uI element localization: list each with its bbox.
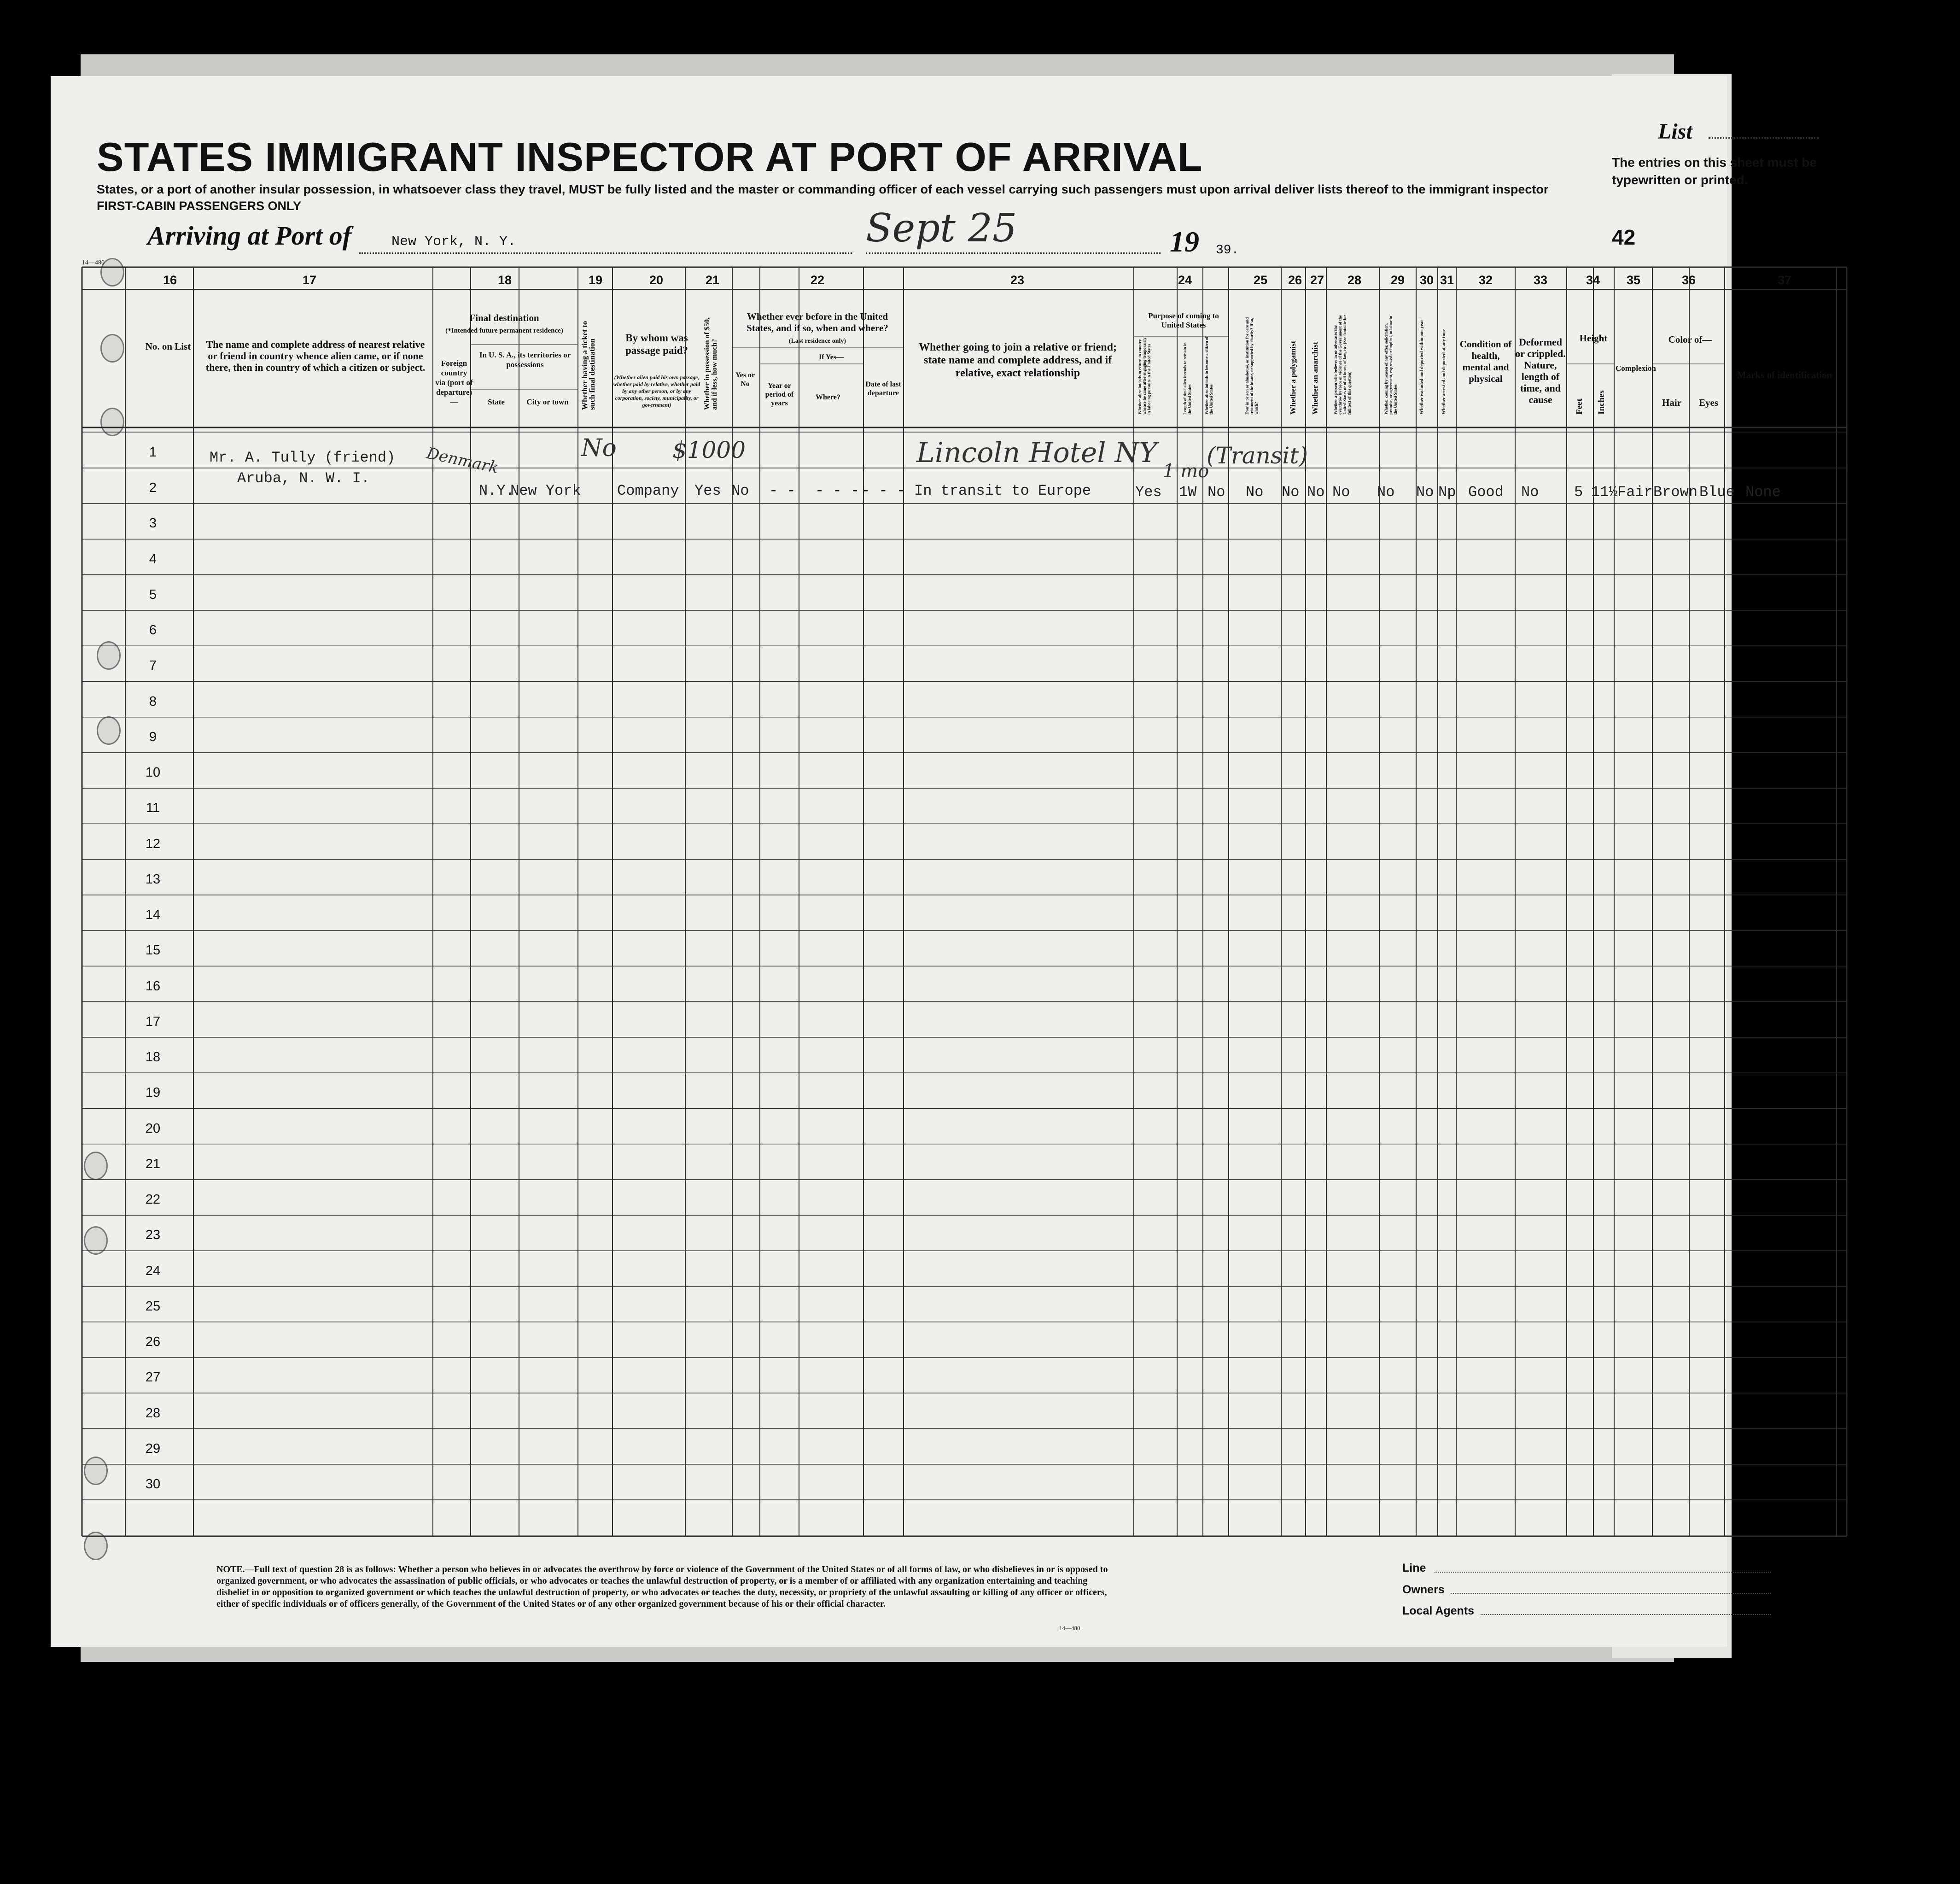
length: 1W: [1179, 484, 1197, 501]
join-handwritten: Lincoln Hotel NY: [916, 437, 1157, 469]
marks: None: [1745, 484, 1781, 501]
foreign-via: Denmark: [425, 444, 501, 478]
row-number: 11: [146, 801, 160, 816]
row-number: 6: [149, 623, 157, 638]
col-24-header: Purpose of coming to United States: [1148, 311, 1219, 329]
overthrow: No: [1332, 484, 1350, 501]
col-24-return-header: Whether alien intends to return to country whence he came after engaging temporarily in laboring pursuits in the United States: [1138, 337, 1151, 415]
col-32-number: 32: [1478, 273, 1493, 287]
col-22-yesno-header: Yes or No: [735, 371, 755, 388]
transit-handwritten: (Transit): [1207, 442, 1308, 469]
form-subtitle-line2: FIRST-CABIN PASSENGERS ONLY: [97, 199, 302, 213]
year-period: - -: [769, 482, 796, 499]
col-31-number: 31: [1440, 273, 1454, 287]
col-17-header: The name and complete address of nearest relative or friend in country whence alien came, or if none there, then in country of which a citizen or subject.: [205, 339, 426, 373]
money: Yes: [694, 482, 721, 499]
row-number: 17: [145, 1014, 161, 1029]
col-20-subheader: (Whether alien paid his own passage, whether paid by relative, whether paid by any other person, or by any corporation, society, municipality, or government): [613, 374, 700, 408]
col-32-header: Condition of health, mental and physical: [1459, 339, 1512, 384]
col-30-number: 30: [1419, 273, 1434, 287]
list-label: List: [1658, 119, 1692, 144]
row-number: 24: [145, 1263, 161, 1278]
row-number: 22: [145, 1192, 161, 1207]
row-number: 2: [149, 480, 157, 496]
excluded: No: [1416, 484, 1434, 501]
row-number: 19: [145, 1085, 161, 1100]
col-21-header: Whether in possession of $50, and if less, how much?: [703, 317, 718, 410]
col-25-header: Ever in prison or almshouse, or institution for care and treatment of the insane, or supported by charity? If so, which?: [1245, 317, 1259, 415]
row-number: 30: [145, 1477, 161, 1492]
col-34-number: 34: [1586, 273, 1600, 287]
row-number: 8: [149, 694, 157, 709]
typewritten-note: The entries on this sheet must be typewritten or printed.: [1612, 155, 1817, 187]
col-22-where-header: Where?: [816, 393, 840, 401]
join: In transit to Europe: [914, 482, 1091, 499]
col-18-state-header: State: [488, 398, 505, 406]
form-subtitle-line1: States, or a port of another insular possession, in whatsoever class they travel, MUST be fully listed and the master or commanding officer of each vessel carrying such passengers must upon arrival deliver lists thereof to the immigrant inspector: [97, 182, 1549, 196]
col-23-header: Whether going to join a relative or friend; state name and complete address, and if relative, exact relationship: [919, 341, 1117, 379]
row-number: 3: [149, 516, 157, 531]
col-34-inches-header: Inches: [1597, 390, 1606, 415]
arrested: Np: [1438, 484, 1456, 501]
col-34-header: Height: [1579, 333, 1608, 344]
anarchist: No: [1307, 484, 1325, 501]
where: - - -: [815, 482, 860, 499]
col-18-city-header: City or town: [526, 398, 569, 406]
col-18-subheader: (*Intended future permanent residence): [445, 327, 563, 334]
row-number: 13: [145, 872, 161, 887]
col-16-header: No. on List: [145, 341, 191, 352]
relative-line2: Aruba, N. W. I.: [237, 470, 370, 487]
col-27-header: Whether an anarchist: [1311, 341, 1319, 415]
row-number: 26: [145, 1334, 161, 1350]
deformed: No: [1521, 484, 1539, 501]
col-30-header: Whether excluded and deported within one year: [1419, 320, 1424, 415]
col-29-number: 29: [1390, 273, 1405, 287]
col-21-number: 21: [705, 273, 720, 287]
owners-label: Owners: [1402, 1583, 1445, 1596]
row-number: 23: [145, 1228, 161, 1243]
city: New York: [510, 482, 581, 499]
col-18-usa-header: In U. S. A., its territories or possessions: [479, 351, 571, 369]
row-number: 9: [149, 729, 157, 744]
form-title: STATES IMMIGRANT INSPECTOR AT PORT OF ARRIVAL: [97, 134, 1203, 180]
row-number: 25: [145, 1299, 161, 1314]
col-22-header: Whether ever before in the United States, and if so, when and where?: [747, 311, 888, 334]
arriving-label: Arriving at Port of: [147, 221, 352, 251]
col-24-length-header: Length of time alien intends to remain in the United States: [1183, 342, 1192, 415]
col-22-ifyes-header: If Yes—: [818, 353, 844, 361]
row-number: 15: [145, 943, 161, 958]
purpose-handwritten: 1 mo: [1163, 461, 1209, 482]
line-field: [1435, 1572, 1771, 1573]
money-handwritten: $1000: [672, 437, 746, 463]
col-27-number: 27: [1310, 273, 1324, 287]
question-28-note: NOTE.—Full text of question 28 is as follows: Whether a person who believes in or advocates the overthrow by force or violence of the Government of the United States or of all forms of law, or who disbelieves in or is opposed to organized government, or who advocates the assassination of public officials, or who advocates or teaches the unlawful destruction of property, or is a member of or affiliated with any organization entertaining and teaching disbelief in or opposition to organized government or which teaches the unlawful destruction of property, or who advocates or teaches the duty, necessity, or propriety of the unlawful assaulting or killing of any officer or officers, either of specific individuals or of officers generally, of the Government of the United States or of any other organized government because of his or their official character.: [216, 1564, 1108, 1609]
col-28-number: 28: [1347, 273, 1362, 287]
col-33-number: 33: [1533, 273, 1548, 287]
col-35-header: Complexion: [1616, 364, 1656, 373]
polygamist: No: [1282, 484, 1300, 501]
col-18-number: 18: [497, 273, 512, 287]
health: Good: [1468, 484, 1504, 501]
col-19-header: Whether having a ticket to such final destination: [580, 321, 596, 410]
inches: 11½: [1591, 484, 1618, 501]
sheet-number: 42: [1612, 225, 1636, 249]
col-18-foreign-header: Foreign country via (port of departure)—: [435, 359, 473, 406]
relative-line1: Mr. A. Tully (friend): [210, 449, 396, 466]
row-number: 5: [149, 587, 157, 602]
year-suffix: 39.: [1216, 243, 1239, 257]
col-22-subheader: (Last residence only): [788, 338, 846, 345]
hair: Brown: [1653, 484, 1698, 501]
col-36-number: 36: [1681, 273, 1696, 287]
col-25-number: 25: [1253, 273, 1268, 287]
col-22-year-header: Year or period of years: [765, 382, 794, 407]
row-number: 1: [149, 445, 157, 460]
col-37-header: Marks of identification: [1737, 369, 1832, 380]
agents-label: Local Agents: [1402, 1604, 1475, 1617]
state: N.Y.: [479, 482, 514, 499]
row-number: 27: [145, 1370, 161, 1385]
col-31-header: Whether arrested and deported at any time: [1441, 329, 1447, 415]
row-number: 29: [145, 1441, 161, 1456]
owners-field: [1451, 1593, 1771, 1594]
row-number: 12: [145, 836, 161, 851]
citizen: No: [1208, 484, 1225, 501]
row-number: 20: [145, 1121, 161, 1136]
col-17-number: 17: [302, 273, 317, 287]
col-33-header: Deformed or crippled. Nature, length of time, and cause: [1515, 336, 1566, 405]
return: Yes: [1135, 484, 1162, 501]
passage-paid: Company: [617, 482, 679, 499]
complexion: Fair: [1617, 484, 1653, 501]
row-number: 28: [145, 1405, 161, 1421]
feet: 5: [1574, 484, 1583, 501]
date-departure: - - -: [861, 482, 906, 499]
row-number: 21: [145, 1156, 161, 1171]
date-value: Sept 25: [866, 205, 1017, 251]
before-in-us: No: [731, 482, 749, 499]
col-24-citizen-header: Whether alien intends to become a citizen of the United States: [1204, 336, 1213, 415]
col-26-number: 26: [1288, 273, 1302, 287]
col-34-feet-header: Feet: [1575, 398, 1584, 415]
row-number: 10: [145, 765, 161, 780]
form-code: 14—480: [82, 259, 105, 266]
col-18-header: Final destination: [469, 312, 539, 323]
port-value: New York, N. Y.: [391, 234, 516, 250]
prison: No: [1246, 484, 1264, 501]
agents-field: [1481, 1614, 1771, 1615]
col-36-hair-header: Hair: [1662, 397, 1681, 408]
col-22-date-header: Date of last departure: [865, 380, 901, 397]
row-number: 7: [149, 658, 157, 673]
ticket: No: [581, 434, 617, 462]
col-26-header: Whether a polygamist: [1289, 340, 1297, 415]
col-20-header: By whom was passage paid?: [625, 332, 688, 356]
col-28-header: Whether a person who believes in or advocates the overthrow by force or violence of the Government of the United States or of all forms of law, etc. (See footnote for full text of this question): [1333, 315, 1352, 415]
col-37-number: 37: [1777, 273, 1792, 287]
col-29-header: Whether coming by reason of any offer, solicitation, promise, or agreement, expressed or implied, to labor in the United States: [1384, 316, 1398, 415]
col-36-eyes-header: Eyes: [1699, 397, 1718, 408]
col-23-number: 23: [1010, 273, 1025, 287]
col-20-number: 20: [649, 273, 664, 287]
col-22-number: 22: [810, 273, 825, 287]
col-24-number: 24: [1178, 273, 1192, 287]
year-prefix: 19: [1170, 225, 1199, 258]
col-19-number: 19: [588, 273, 603, 287]
row-number: 4: [149, 551, 157, 567]
offer-labor: No: [1377, 484, 1395, 501]
col-36-header: Color of—: [1668, 334, 1712, 345]
col-35-number: 35: [1626, 273, 1641, 287]
col-16-number: 16: [163, 273, 177, 287]
row-number: 18: [145, 1050, 161, 1065]
row-number: 14: [145, 907, 161, 923]
footer-form-code: 14—480: [1059, 1625, 1080, 1632]
line-label: Line: [1402, 1562, 1426, 1574]
row-number: 16: [145, 978, 161, 994]
eyes: Blue: [1699, 484, 1735, 501]
